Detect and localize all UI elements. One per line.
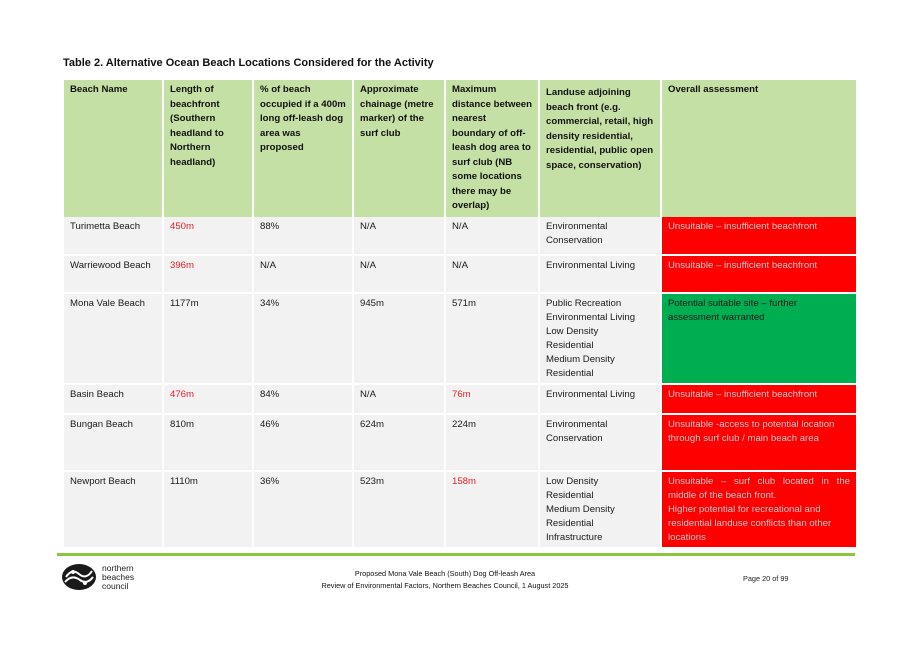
landuse-line: Environmental Living [546, 388, 636, 400]
landuse-line: Low Density [546, 325, 599, 337]
assessment: Unsuitable -access to potential location through surf club / main beach area [661, 414, 856, 471]
surf-club-chainage: 523m [353, 471, 445, 548]
beach-length: 1177m [163, 293, 253, 384]
footer-title: Proposed Mona Vale Beach (South) Dog Off-leash Area [354, 569, 536, 578]
beach-locations-table [64, 80, 856, 549]
landuse-line: Residential [546, 367, 594, 379]
landuse [539, 217, 661, 255]
landuse [539, 471, 661, 548]
beach-name: Basin Beach [64, 384, 163, 414]
landuse [539, 255, 661, 293]
assessment: Potential suitable site – further assessment warranted [661, 293, 856, 384]
table-caption: Table 2. Alternative Ocean Beach Locations Considered for the Activity [63, 57, 434, 69]
landuse-line: Residential [546, 489, 594, 501]
logo-wordmark [102, 564, 134, 591]
max-distance: N/A [445, 255, 539, 293]
landuse-line: Residential [546, 339, 594, 351]
landuse [539, 293, 661, 384]
beach-length: 450m [163, 217, 253, 255]
header-length: Length of beachfront (Southern headland to Northern headland) [163, 80, 253, 217]
logo-line: council [102, 580, 129, 591]
landuse [539, 384, 661, 414]
table-row [64, 384, 856, 414]
assessment-line: Unsuitable – surf club located in the middle of the beach front. [668, 475, 850, 501]
surf-club-chainage: N/A [353, 217, 445, 255]
beach-percent: 84% [253, 384, 353, 414]
header-chainage: Approximate chainage (metre marker) of the surf club [353, 80, 445, 217]
assessment: Unsuitable – insufficient beachfront [661, 255, 856, 293]
beach-percent: 88% [253, 217, 353, 255]
max-distance: 571m [445, 293, 539, 384]
landuse-line: Environmental [546, 220, 608, 232]
landuse-line: Public Recreation [546, 297, 622, 309]
landuse-line: Conservation [546, 234, 603, 246]
landuse-line: Environmental Living [546, 259, 636, 271]
beach-length: 476m [163, 384, 253, 414]
beach-percent: 34% [253, 293, 353, 384]
table-row [64, 255, 856, 293]
assessment: Unsuitable – insufficient beachfront [661, 384, 856, 414]
landuse-line: Infrastructure [546, 531, 603, 543]
landuse-line: Medium Density [546, 503, 615, 515]
header-beach-name: Beach Name [64, 80, 163, 217]
council-logo [60, 562, 134, 592]
max-distance: N/A [445, 217, 539, 255]
surf-club-chainage: 945m [353, 293, 445, 384]
surf-club-chainage: N/A [353, 255, 445, 293]
table-row [64, 217, 856, 255]
surf-club-chainage: N/A [353, 384, 445, 414]
landuse-line: Environmental [546, 418, 608, 430]
beach-length: 396m [163, 255, 253, 293]
surf-club-chainage: 624m [353, 414, 445, 471]
footer-title-block [290, 568, 600, 592]
header-percent: % of beach occupied if a 400m long off-leash dog area was proposed [253, 80, 353, 217]
beach-name: Turimetta Beach [64, 217, 163, 255]
beach-name: Newport Beach [64, 471, 163, 548]
landuse-line: Low Density [546, 475, 599, 487]
page-number: Page 20 of 99 [743, 574, 789, 583]
landuse-line: Conservation [546, 432, 603, 444]
max-distance: 158m [445, 471, 539, 548]
beach-percent: 36% [253, 471, 353, 548]
beach-name: Warriewood Beach [64, 255, 163, 293]
footer-rule [57, 553, 855, 556]
landuse-line: Medium Density [546, 353, 615, 365]
header-landuse: Landuse adjoining beach front (e.g. commercial, retail, high density residential, residential, public open space, conservation) [539, 80, 661, 217]
logo-line: beaches [102, 571, 135, 582]
table-row [64, 471, 856, 548]
table-header-row [64, 80, 856, 217]
table-row [64, 293, 856, 384]
header-assessment: Overall assessment [661, 80, 856, 217]
beach-name: Mona Vale Beach [64, 293, 163, 384]
beach-percent: 46% [253, 414, 353, 471]
landuse [539, 414, 661, 471]
assessment-line: Higher potential for recreational and residential landuse conflicts than other locations [668, 503, 832, 543]
beach-name: Bungan Beach [64, 414, 163, 471]
table-row [64, 414, 856, 471]
council-emblem-icon [60, 562, 98, 592]
landuse-line: Residential [546, 517, 594, 529]
max-distance: 224m [445, 414, 539, 471]
footer-subtitle: Review of Environmental Factors, Northern Beaches Council, 1 August 2025 [321, 581, 569, 590]
beach-length: 1110m [163, 471, 253, 548]
beach-length: 810m [163, 414, 253, 471]
landuse-line: Environmental Living [546, 311, 636, 323]
beach-percent: N/A [253, 255, 353, 293]
logo-line: northern [102, 562, 134, 573]
assessment [661, 471, 856, 548]
header-distance: Maximum distance between nearest boundary of off-leash dog area to surf club (NB some locations there may be overlap) [445, 80, 539, 217]
assessment: Unsuitable – insufficient beachfront [661, 217, 856, 255]
max-distance: 76m [445, 384, 539, 414]
